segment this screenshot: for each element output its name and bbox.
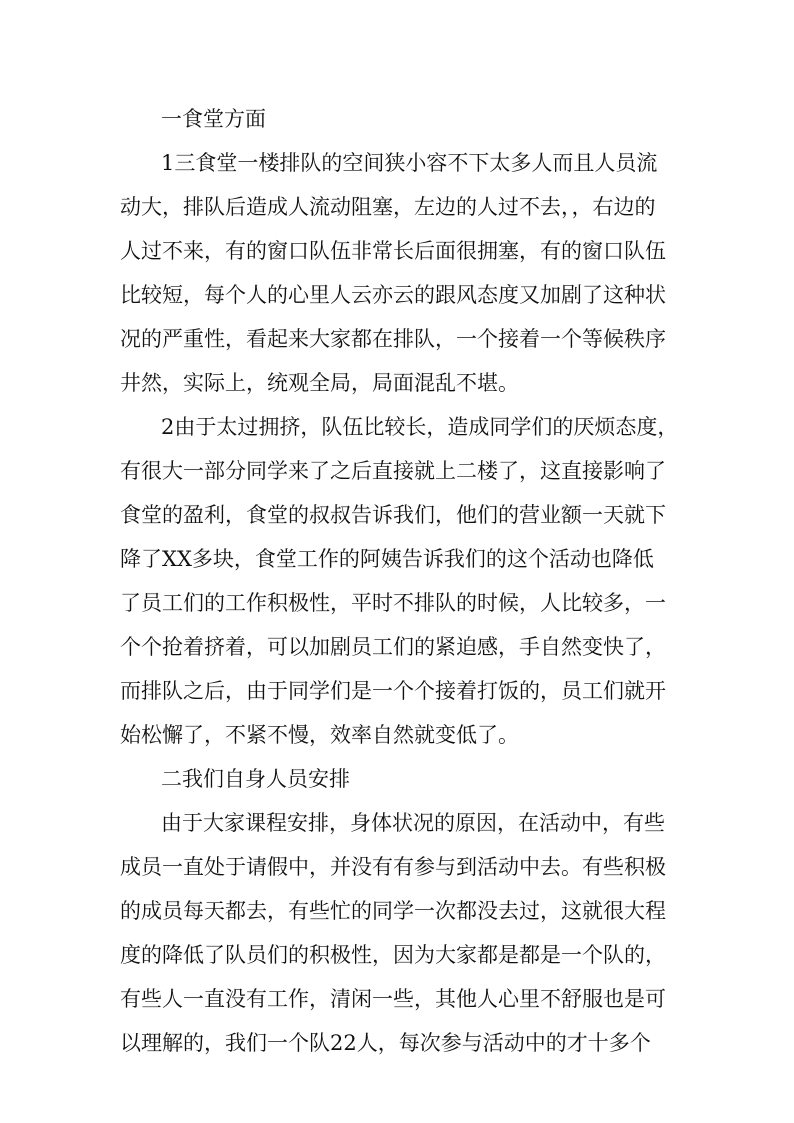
section-1-para-2-line-4: 降了XX多块，食堂工作的阿姨告诉我们的这个活动也降低 — [120, 547, 654, 571]
section-2-para-1-line-1: 由于大家课程安排，身体状况的原因，在活动中，有些 — [161, 811, 665, 835]
section-1-para-1-line-5: 况的严重性，看起来大家都在排队，一个接着一个等候秩序 — [120, 327, 666, 351]
section-2-heading: 二我们自身人员安排 — [161, 767, 350, 791]
section-1-para-2-line-8: 始松懈了，不紧不慢，效率自然就变低了。 — [120, 723, 519, 747]
section-1-para-2-line-7: 而排队之后，由于同学们是一个个接着打饭的，员工们就开 — [120, 679, 666, 703]
section-1-para-2-line-2: 有很大一部分同学来了之后直接就上二楼了，这直接影响了 — [120, 459, 666, 483]
section-1-para-1-line-2: 动大，排队后造成人流动阻塞，左边的人过不去，，右边的 — [120, 195, 656, 219]
section-1-para-1-line-1: 1三食堂一楼排队的空间狭小容不下太多人而且人员流 — [161, 151, 658, 175]
section-1-para-2-line-5: 了员工们的工作积极性，平时不排队的时候，人比较多，一 — [120, 591, 666, 615]
section-1-para-1-line-4: 比较短，每个人的心里人云亦云的跟风态度又加剧了这种状 — [120, 283, 666, 307]
section-1-para-1-line-3: 人过不来，有的窗口队伍非常长后面很拥塞，有的窗口队伍 — [120, 239, 666, 263]
section-2-para-1-line-6: 以理解的，我们一个队22人，每次参与活动中的才十多个 — [120, 1031, 651, 1055]
section-1-heading: 一食堂方面 — [161, 107, 266, 131]
section-2-para-1-line-2: 成员一直处于请假中，并没有有参与到活动中去。有些积极 — [120, 855, 666, 879]
section-1-para-1-line-6: 井然，实际上，统观全局，局面混乱不堪。 — [120, 371, 519, 395]
section-1-para-2-line-3: 食堂的盈利，食堂的叔叔告诉我们，他们的营业额一天就下 — [120, 503, 666, 527]
section-2-para-1-line-3: 的成员每天都去，有些忙的同学一次都没去过，这就很大程 — [120, 899, 666, 923]
section-1-para-2-line-6: 个个抢着挤着，可以加剧员工们的紧迫感，手自然变快了， — [120, 635, 666, 659]
section-1-para-2-line-1: 2由于太过拥挤，队伍比较长，造成同学们的厌烦态度， — [161, 415, 679, 439]
section-2-para-1-line-5: 有些人一直没有工作，清闲一些，其他人心里不舒服也是可 — [120, 987, 666, 1011]
section-2-para-1-line-4: 度的降低了队员们的积极性，因为大家都是都是一个队的， — [120, 943, 666, 967]
